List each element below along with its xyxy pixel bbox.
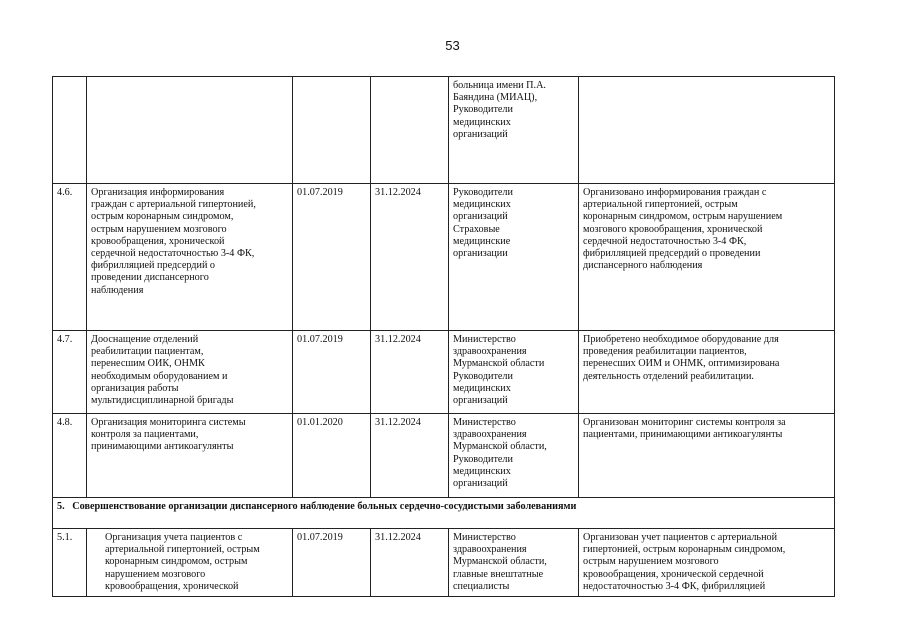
cell-result: Приобретено необходимое оборудование для проведения реабилитации пациентов, перенесших ОИМ и ОНМК, оптимизирована деятельность отделений реабилитации. xyxy=(579,331,835,414)
table-row xyxy=(53,184,835,331)
cell-end-date: 31.12.2024 xyxy=(371,184,449,331)
action-plan-table xyxy=(52,76,835,597)
cell-activity: Организация учета пациентов с артериальной гипертонией, острым коронарным синдромом, острым нарушением мозгового кровообращения, хронической xyxy=(87,529,293,597)
cell-result: Организован учет пациентов с артериальной гипертонией, острым коронарным синдромом, острым нарушением мозгового кровообращения, хронической сердечной недостаточностью 3-4 ФК, фибрилляцией xyxy=(579,529,835,597)
cell-result: Организован мониторинг системы контроля за пациентами, принимающими антикоагулянты xyxy=(579,414,835,498)
table-row xyxy=(53,331,835,414)
page-number: 53 xyxy=(445,38,460,53)
cell-end-date: 31.12.2024 xyxy=(371,331,449,414)
cell-start-date: 01.07.2019 xyxy=(293,184,371,331)
cell-responsible: Министерство здравоохранения Мурманской области, Руководители медицинских организаций xyxy=(449,414,579,498)
cell-responsible: больница имени П.А. Баяндина (МИАЦ), Руководители медицинских организаций xyxy=(449,77,579,184)
section-title: 5. Совершенствование организации диспансерного наблюдение больных сердечно-сосудистыми заболеваниями xyxy=(53,498,835,529)
cell-end-date xyxy=(371,77,449,184)
cell-responsible: Министерство здравоохранения Мурманской области Руководители медицинских организаций xyxy=(449,331,579,414)
cell-number xyxy=(53,77,87,184)
table-row xyxy=(53,414,835,498)
cell-responsible: Руководители медицинских организаций Страховые медицинские организации xyxy=(449,184,579,331)
cell-number: 4.8. xyxy=(53,414,87,498)
cell-end-date: 31.12.2024 xyxy=(371,529,449,597)
cell-start-date: 01.07.2019 xyxy=(293,331,371,414)
cell-start-date: 01.07.2019 xyxy=(293,529,371,597)
cell-activity xyxy=(87,77,293,184)
cell-end-date: 31.12.2024 xyxy=(371,414,449,498)
cell-result: Организовано информирования граждан с артериальной гипертонией, острым коронарным синдромом, острым нарушением мозгового кровообращения, хронической сердечной недостаточностью 3-4 ФК, фибрилляцией предсердий о проведении диспансерного наблюдения xyxy=(579,184,835,331)
section-header-row xyxy=(53,498,835,529)
cell-number: 5.1. xyxy=(53,529,87,597)
cell-number: 4.7. xyxy=(53,331,87,414)
table-row xyxy=(53,529,835,597)
cell-responsible: Министерство здравоохранения Мурманской области, главные внештатные специалисты xyxy=(449,529,579,597)
cell-start-date xyxy=(293,77,371,184)
cell-activity: Организация мониторинга системы контроля за пациентами, принимающими антикоагулянты xyxy=(87,414,293,498)
cell-number: 4.6. xyxy=(53,184,87,331)
table-row xyxy=(53,77,835,184)
cell-result xyxy=(579,77,835,184)
cell-start-date: 01.01.2020 xyxy=(293,414,371,498)
cell-activity: Организация информирования граждан с артериальной гипертонией, острым коронарным синдромом, острым нарушением мозгового кровообращения, хронической сердечной недостаточностью 3-4 ФК, фибрилляцией предсердий о проведении диспансерного наблюдения xyxy=(87,184,293,331)
cell-activity: Дооснащение отделений реабилитации пациентам, перенесшим ОИК, ОНМК необходимым оборудованием и организация работы мультидисциплинарной бригады xyxy=(87,331,293,414)
